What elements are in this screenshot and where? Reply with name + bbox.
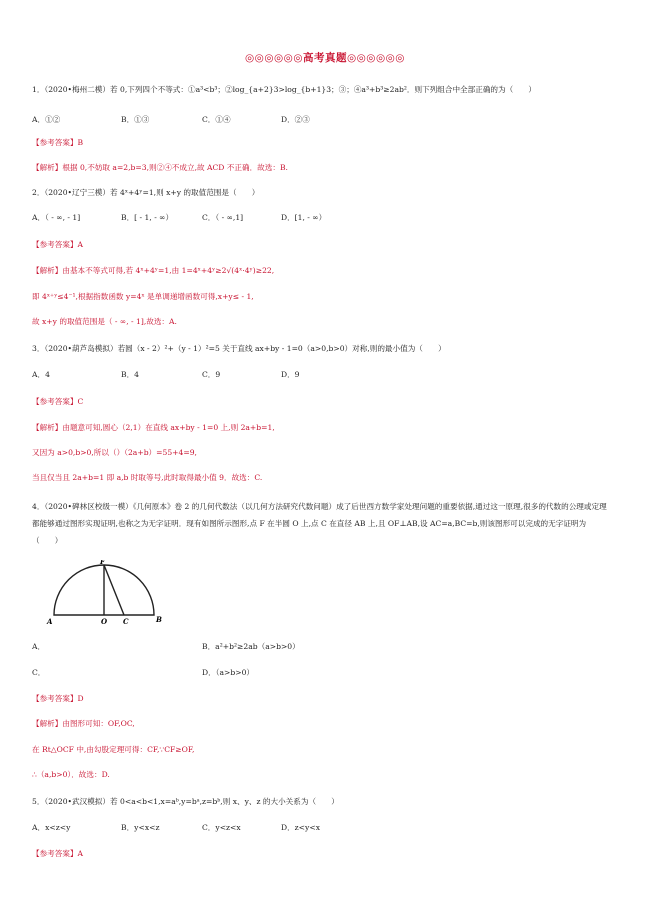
segment-fc xyxy=(104,565,124,615)
question-3-option-d: D．9 xyxy=(281,370,300,379)
question-1-analysis: 【解析】根据 0,不妨取 a=2,b=3,则②④不成立,故 ACD 不正确．故选：B. xyxy=(32,163,288,172)
question-1-option-a: A．①② xyxy=(32,115,61,124)
question-4-analysis-2: 在 Rt△OCF 中,由勾股定理可得：CF,∵CF≥OF, xyxy=(32,745,195,754)
question-2-analysis-1: 【解析】由基本不等式可得,若 4ˣ+4ʸ=1,由 1=4ˣ+4ʸ≥2√(4ˣ·4ʸ)≥22, xyxy=(32,266,275,275)
point-label-c: C xyxy=(123,617,129,626)
question-3-stem: 3．（2020•葫芦岛模拟）若圆（x - 2）²+（y - 1）²=5 关于直线 ax+by - 1=0（a>0,b>0）对称,则的最小值为（ ） xyxy=(32,344,446,353)
question-3-analysis-2: 又因为 a>0,b>0,所以（）（2a+b）=55+4=9, xyxy=(32,448,197,457)
question-4-option-a: A． xyxy=(32,642,46,651)
question-4-analysis-3: ∴（a,b>0）．故选：D. xyxy=(32,770,110,779)
point-label-b: B xyxy=(156,615,162,624)
question-3-answer: 【参考答案】C xyxy=(32,397,84,406)
question-1-answer: 【参考答案】B xyxy=(32,138,84,147)
question-1-option-d: D．②③ xyxy=(281,115,310,124)
question-3-analysis-1: 【解析】由题意可知,圆心（2,1）在直线 ax+by - 1=0 上,则 2a+b=1, xyxy=(32,423,275,432)
semicircle-diagram xyxy=(44,560,164,626)
question-3-option-b: B．4 xyxy=(121,370,140,379)
question-1-option-c: C．①④ xyxy=(202,115,231,124)
question-2-stem: 2．（2020•辽宁三模）若 4ˣ+4ʸ=1,则 x+y 的取值范围是（ ） xyxy=(32,188,260,197)
question-2-answer: 【参考答案】A xyxy=(32,240,84,249)
question-5-stem: 5．（2020•武汉模拟）若 0<a<b<1,x=aᵇ,y=bᵃ,z=bᵇ,则 x、y、z 的大小关系为（ ） xyxy=(32,797,339,806)
question-4-analysis-1: 【解析】由图形可知：OF,OC, xyxy=(32,719,135,728)
question-2-analysis-2: 即 4ˣ⁺ʸ≤4⁻¹,根据指数函数 y=4ˣ 是单调递增函数可得,x+y≤ - 1, xyxy=(32,292,254,301)
question-4-option-d: D．（a>b>0） xyxy=(202,668,255,677)
question-2-option-b: B．[ - 1, - ∞） xyxy=(121,213,174,222)
question-4-option-b: B．a²+b²≥2ab（a>b>0） xyxy=(202,642,300,651)
question-5-option-a: A．x<z<y xyxy=(32,823,71,832)
question-2-option-c: C．（ - ∞,1] xyxy=(202,213,244,222)
question-3-option-a: A．4 xyxy=(32,370,50,379)
question-3-option-c: C．9 xyxy=(202,370,221,379)
page-title: ◎◎◎◎◎◎高考真题◎◎◎◎◎◎ xyxy=(245,52,405,64)
question-1-stem: 1．（2020•梅州二模）若 0,下列四个不等式：①a³<b³；②log_{a+2}3>log_{b+1}3；③；④a³+b³≥2ab²．则下列组合中全部正确的为（ ） xyxy=(32,85,536,94)
point-label-a: A xyxy=(47,617,53,626)
point-label-f: F xyxy=(100,560,105,566)
question-2-analysis-3: 故 x+y 的取值范围是（ - ∞, - 1],故选：A. xyxy=(32,317,177,326)
question-1-option-b: B．①③ xyxy=(121,115,150,124)
question-4-stem: 4．（2020•碑林区校级一模）《几何原本》卷 2 的几何代数法（以几何方法研究代数问题）成了后世西方数学家处理问题的重要依据,通过这一原理,很多的代数的公理或定理都能够通过图形实现证明,也称之为无字证明．现有如图所示图形,点 F 在半圆 O 上,点 C 在直径 AB 上,且 OF⊥AB,设 AC=a,BC=b,则该图形可以完成的无字证明为（ ） xyxy=(32,502,607,545)
question-5-answer: 【参考答案】A xyxy=(32,849,84,858)
question-4-option-c: C． xyxy=(32,668,46,677)
question-2-option-a: A．（ - ∞, - 1] xyxy=(32,213,81,222)
question-4-answer: 【参考答案】D xyxy=(32,694,84,703)
question-5-option-b: B．y<x<z xyxy=(121,823,160,832)
question-5-option-d: D．z<y<x xyxy=(281,823,320,832)
point-label-o: O xyxy=(101,617,108,626)
question-5-option-c: C．y<z<x xyxy=(202,823,241,832)
question-2-option-d: D．[1, - ∞） xyxy=(281,213,327,222)
question-3-analysis-3: 当且仅当且 2a+b=1 即 a,b 时取等号,此时取得最小值 9．故选：C. xyxy=(32,473,263,482)
